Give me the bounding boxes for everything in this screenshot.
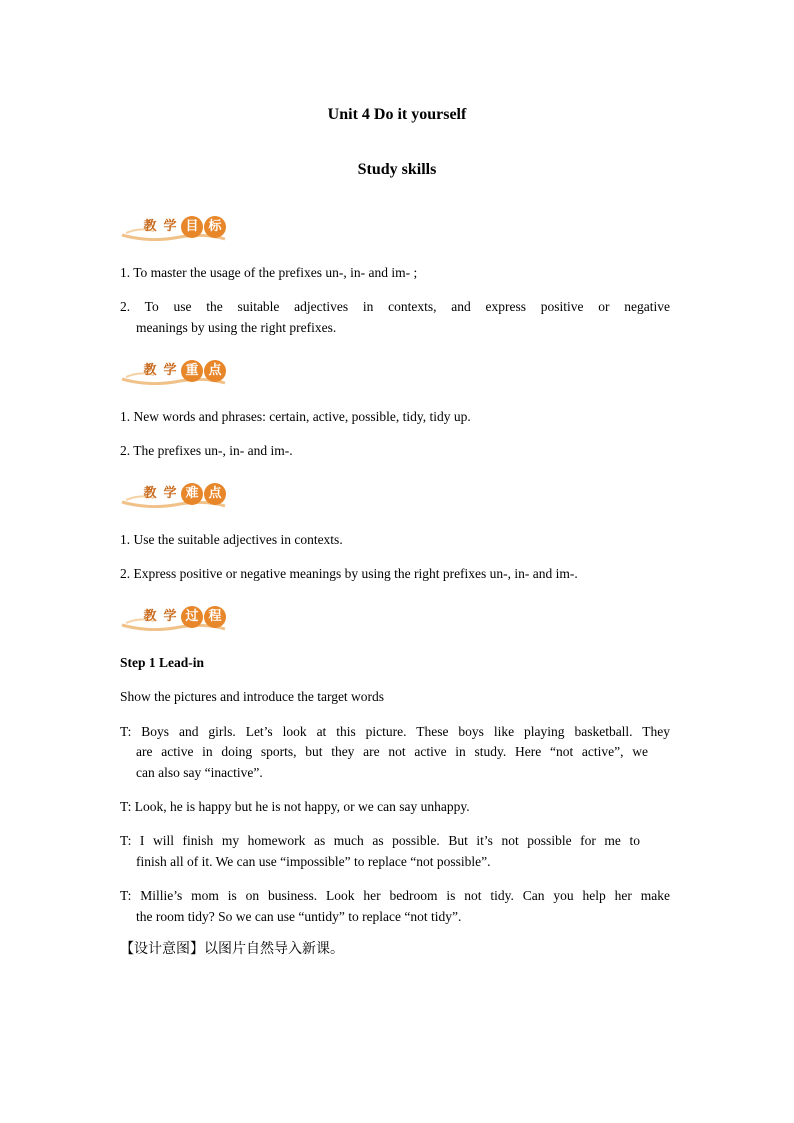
- dialogue-3-line-2: finish all of it. We can use “impossible” to replace “not possible”.: [136, 854, 491, 869]
- dialogue-1-line-1: T: Boys and girls. Let’s look at this picture. These boys like playing basketball. They: [120, 724, 670, 739]
- dialogue-4-line-1: T: Millie’s mom is on business. Look her bedroom is not tidy. Can you help her make: [120, 888, 670, 903]
- difficulty-item-1: 1. Use the suitable adjectives in contexts.: [120, 532, 343, 547]
- goal-item-2: 2. To use the suitable adjectives in contexts, and express positive or negative: [120, 299, 670, 314]
- goal-item-1: 1. To master the usage of the prefixes un-, in- and im- ;: [120, 265, 418, 280]
- section-header-keys: 教 学 重 点: [120, 357, 230, 385]
- dialogue-1-line-3: can also say “inactive”.: [136, 765, 263, 780]
- step-heading: Step 1 Lead-in: [120, 655, 205, 670]
- dialogue-2: T: Look, he is happy but he is not happy, or we can say unhappy.: [120, 799, 470, 814]
- design-note: 【设计意图】以图片自然导入新课。: [120, 941, 344, 957]
- dialogue-1-line-2: are active in doing sports, but they are not active in study. Here “not active”, we: [136, 744, 648, 759]
- section-header-goals: 教 学 目 标: [120, 213, 230, 241]
- step-intro: Show the pictures and introduce the target words: [120, 689, 385, 704]
- dialogue-3-line-1: T: I will finish my homework as much as possible. But it’s not possible for me to: [120, 833, 640, 848]
- document-subtitle: Study skills: [357, 161, 437, 178]
- key-item-2: 2. The prefixes un-, in- and im-.: [120, 443, 293, 458]
- dialogue-4-line-2: the room tidy? So we can use “untidy” to replace “not tidy”.: [136, 909, 462, 924]
- document-title: Unit 4 Do it yourself: [327, 106, 467, 123]
- key-item-1: 1. New words and phrases: certain, active, possible, tidy, tidy up.: [120, 409, 471, 424]
- difficulty-item-2: 2. Express positive or negative meanings by using the right prefixes un-, in- and im-.: [120, 566, 578, 581]
- section-header-difficulties: 教 学 难 点: [120, 480, 230, 508]
- section-header-process: 教 学 过 程: [120, 603, 230, 631]
- goal-item-2-continued: meanings by using the right prefixes.: [136, 320, 337, 335]
